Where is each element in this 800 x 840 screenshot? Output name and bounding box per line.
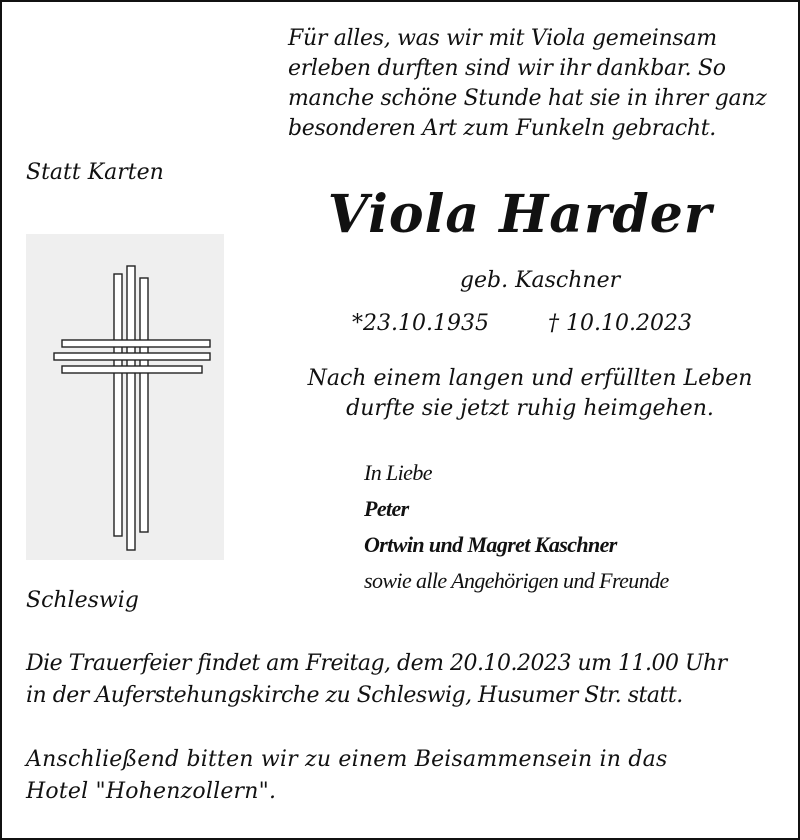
gathering-info — [26, 744, 786, 808]
message-line: Nach einem langen und erfüllten Leben — [307, 366, 753, 391]
service-line: in der Auferstehungskirche zu Schleswig, Husumer Str. statt. — [26, 683, 683, 708]
family-signature — [364, 455, 669, 599]
family-member: Ortwin und Magret Kaschner — [364, 532, 617, 557]
birth-date: *23.10.1935 — [352, 311, 489, 336]
gathering-line: Hotel "Hohenzollern". — [26, 779, 277, 804]
family-intro: In Liebe — [364, 460, 432, 485]
message-line: durfte sie jetzt ruhig heimgehen. — [346, 396, 714, 421]
cross-icon — [26, 234, 224, 560]
deceased-name: Viola Harder — [327, 184, 713, 245]
condolence-message — [270, 364, 790, 424]
birth-name: geb. Kaschner — [459, 268, 621, 293]
location-label: Schleswig — [26, 588, 139, 613]
death-date: † 10.10.2023 — [548, 311, 692, 336]
statt-karten-label: Statt Karten — [26, 160, 164, 185]
family-others: sowie alle Angehörigen und Freunde — [364, 568, 669, 593]
intro-line: Für alles, was wir mit Viola gemeinsam — [288, 26, 717, 51]
family-member: Peter — [364, 496, 409, 521]
intro-text — [288, 24, 776, 144]
funeral-service-info — [26, 648, 786, 712]
intro-line: manche schöne Stunde hat sie in ihrer ganz — [288, 86, 767, 111]
service-line: Die Trauerfeier findet am Freitag, dem 20.10.2023 um 11.00 Uhr — [26, 651, 727, 676]
gathering-line: Anschließend bitten wir zu einem Beisammensein in das — [26, 747, 668, 772]
intro-line: erleben durften sind wir ihr dankbar. So — [288, 56, 726, 81]
intro-line: besonderen Art zum Funkeln gebracht. — [288, 116, 716, 141]
